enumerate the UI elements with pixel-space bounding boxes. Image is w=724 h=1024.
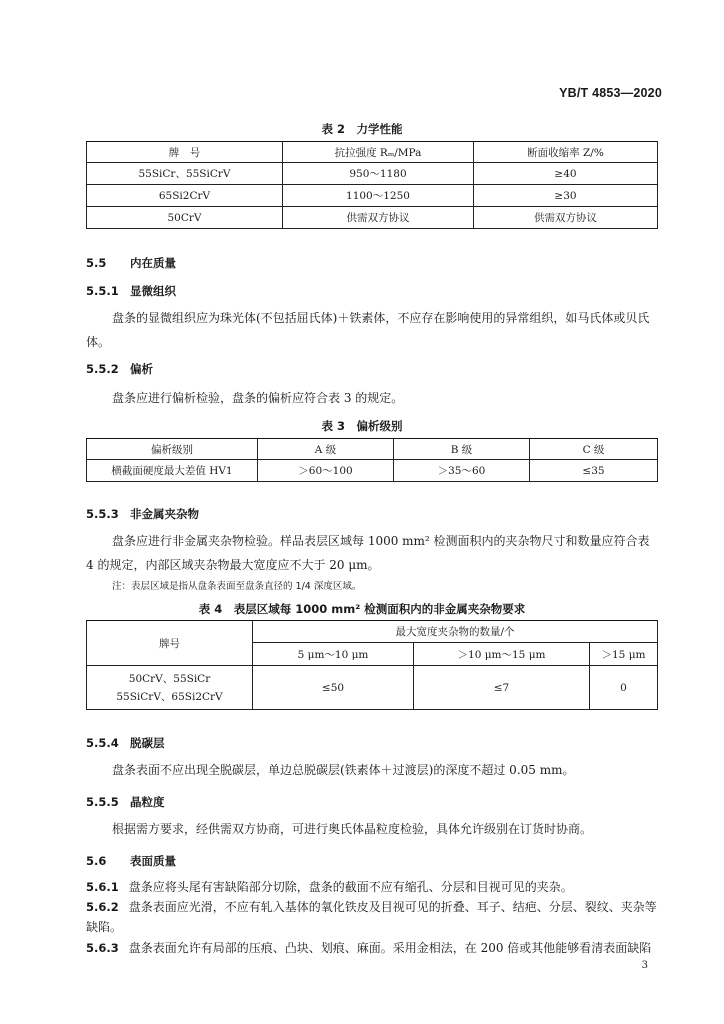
table4-caption: 表 4 表层区域每 1000 mm² 检测面积内的非金属夹杂物要求: [198, 602, 526, 616]
table3: [86, 438, 658, 482]
section-title: 偏析: [130, 362, 153, 376]
clause-number: 5.6.2: [86, 900, 119, 914]
section-number: 5.5.5: [86, 795, 119, 809]
section-number: 5.5.3: [86, 507, 119, 521]
clause-text: 盘条应将头尾有害缺陷部分切除，盘条的截面不应有缩孔、分层和目视可见的夹杂。: [128, 880, 573, 894]
table-cell: ≤50: [253, 666, 414, 710]
table-row: [87, 460, 658, 482]
section-heading: [86, 506, 199, 522]
section-heading: [86, 794, 165, 810]
table-cell: 950～1180: [283, 163, 474, 185]
paragraph: 盘条表面不应出现全脱碳层，单边总脱碳层(铁素体＋过渡层)的深度不超过 0.05 mm。: [112, 763, 575, 777]
clause-number: 5.6.3: [86, 941, 119, 955]
paragraph: 盘条应进行非金属夹杂物检验。样品表层区域每 1000 mm² 检测面积内的夹杂物尺寸和数量应符合表 4 的规定，内部区域夹杂物最大宽度应不大于 20 μm。: [86, 534, 650, 572]
table-cell: 横截面硬度最大差值 HV1: [87, 460, 258, 482]
section-heading: [86, 255, 176, 271]
section-heading: [86, 283, 176, 299]
clause-number: 5.6.1: [86, 880, 119, 894]
table4-subheader-cell: ＞10 μm～15 μm: [414, 643, 590, 666]
table-cell: 0: [590, 666, 658, 710]
table-row: [87, 185, 658, 207]
table2-header-row: [87, 142, 658, 163]
table4-subheader-cell: ＞15 μm: [590, 643, 658, 666]
table-cell: ＞60～100: [258, 460, 394, 482]
page-number: 3: [641, 960, 648, 971]
table2-header-cell: 抗拉强度 Rₘ/MPa: [283, 142, 474, 163]
clause-5-6-2: [86, 897, 658, 937]
table-row: [87, 666, 658, 710]
section-heading: [86, 361, 153, 377]
table3-header-row: [87, 439, 658, 460]
table2-header-cell: 断面收缩率 Z/%: [474, 142, 658, 163]
section-title: 晶粒度: [130, 795, 165, 809]
clause-text: 盘条表面应光滑，不应有轧入基体的氧化铁皮及目视可见的折叠、耳子、结疤、分层、裂纹、夹杂等缺陷。: [86, 900, 657, 934]
grade-line: 50CrV、55SiCr: [128, 672, 211, 685]
table4-header-row: [87, 621, 658, 643]
table2-caption: 表 2 力学性能: [321, 122, 403, 136]
table-cell: ≥40: [474, 163, 658, 185]
section-number: 5.5: [86, 256, 107, 270]
table-cell: ≥30: [474, 185, 658, 207]
table-cell: ≤35: [530, 460, 658, 482]
table-cell: 供需双方协议: [474, 207, 658, 229]
section-title: 表面质量: [130, 854, 176, 868]
document-code: YB/T 4853—2020: [559, 86, 662, 100]
note: 注：表层区域是指从盘条表面至盘条直径的 1/4 深度区域。: [112, 581, 362, 592]
clause-5-6-1: [86, 877, 658, 897]
table2-header-cell: 牌 号: [87, 142, 283, 163]
section-heading: [86, 735, 165, 751]
table-cell: 55SiCr、55SiCrV: [87, 163, 283, 185]
section-title: 非金属夹杂物: [130, 507, 199, 521]
section-number: 5.5.4: [86, 736, 119, 750]
table-row: [87, 163, 658, 185]
table3-header-cell: C 级: [530, 439, 658, 460]
section-title: 内在质量: [130, 256, 176, 270]
section-number: 5.6: [86, 854, 107, 868]
grade-line: 55SiCrV、65Si2CrV: [116, 690, 223, 703]
table4: [86, 620, 658, 710]
paragraph: 盘条的显微组织应为珠光体(不包括屈氏体)＋铁素体，不应存在影响使用的异常组织，如马氏体或贝氏体。: [86, 311, 650, 349]
paragraph: 盘条应进行偏析检验，盘条的偏析应符合表 3 的规定。: [112, 391, 404, 405]
table3-header-cell: A 级: [258, 439, 394, 460]
table-cell: 50CrV: [87, 207, 283, 229]
section-heading: [86, 853, 176, 869]
table4-group-header: 最大宽度夹杂物的数量/个: [253, 621, 658, 643]
section-number: 5.5.2: [86, 362, 119, 376]
table-cell: ＞35～60: [394, 460, 530, 482]
clause-5-6-3: [86, 938, 658, 958]
table2: [86, 141, 658, 229]
table3-header-cell: 偏析级别: [87, 439, 258, 460]
clause-text: 盘条表面允许有局部的压痕、凸块、划痕、麻面。采用金相法，在 200 倍或其他能够看清表面缺陷: [128, 941, 652, 955]
table-cell: 供需双方协议: [283, 207, 474, 229]
table4-grade-header: 牌号: [87, 621, 253, 666]
section-title: 显微组织: [130, 284, 176, 298]
section-number: 5.5.1: [86, 284, 119, 298]
paragraph: 根据需方要求，经供需双方协商，可进行奥氏体晶粒度检验，具体允许级别在订货时协商。: [112, 822, 593, 836]
table-cell: 65Si2CrV: [87, 185, 283, 207]
table3-caption: 表 3 偏析级别: [321, 419, 403, 433]
table-row: [87, 207, 658, 229]
table-cell: ≤7: [414, 666, 590, 710]
table4-subheader-cell: 5 μm～10 μm: [253, 643, 414, 666]
table3-header-cell: B 级: [394, 439, 530, 460]
section-title: 脱碳层: [130, 736, 165, 750]
table-cell: 1100～1250: [283, 185, 474, 207]
table4-grade-cell: [87, 666, 253, 710]
